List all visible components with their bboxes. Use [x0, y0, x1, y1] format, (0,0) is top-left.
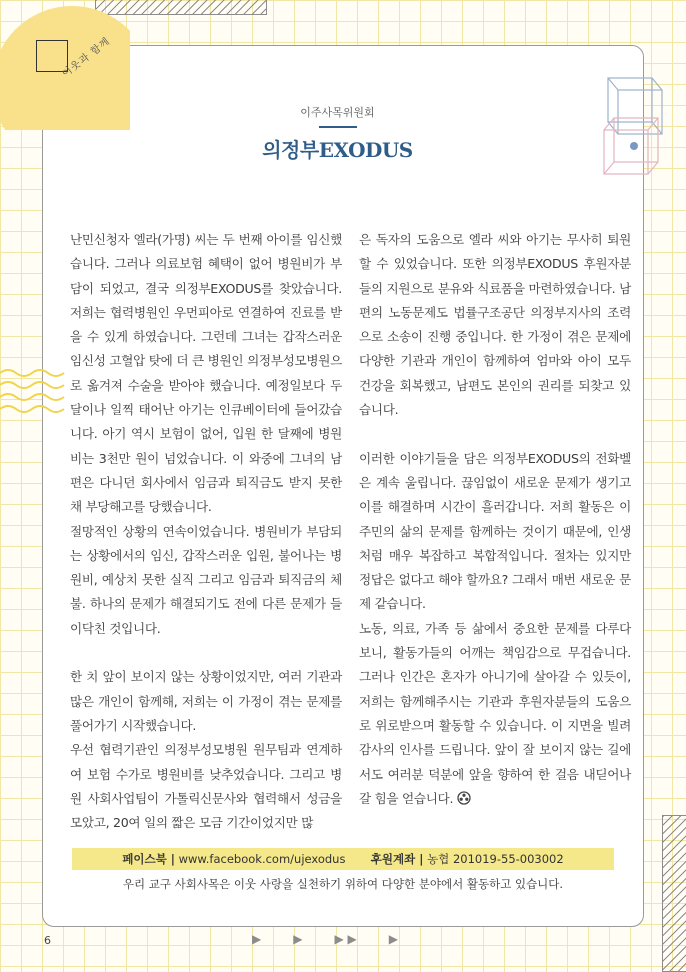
play-arrow-icon: ▶: [388, 932, 398, 946]
play-arrow-icon: ▶ ▶: [334, 932, 357, 946]
facebook-label: 페이스북 |: [122, 852, 175, 866]
page-number: 6: [44, 934, 51, 947]
facebook-link[interactable]: www.facebook.com/ujexodus: [178, 852, 346, 866]
account-label: 후원계좌 |: [370, 852, 424, 866]
page-title: 의정부EXODUS: [262, 137, 413, 162]
right-column: [359, 228, 631, 811]
contact-bar: [72, 848, 614, 870]
body-paragraph: 우선 협력기관인 의정부성모병원 원무팀과 연계하여 보험 수가로 병원비를 낮추었습니다. 그리고 병원 사회사업팀이 가톨릭신문사와 협력해서 성금을 모았고, 20여 일의 짧은 모금 기간이었지만 많: [70, 742, 342, 831]
article-header: [180, 104, 495, 163]
play-arrow-icon: ▶: [252, 932, 262, 946]
footer-note: 우리 교구 사회사목은 이웃 사랑을 실천하기 위하여 다양한 분야에서 활동하고 있습니다.: [122, 877, 564, 891]
play-arrow-icon: ▶: [293, 932, 303, 946]
body-paragraph: 이러한 이야기들을 담은 의정부EXODUS의 전화벨은 계속 울립니다. 끊임없이 새로운 문제가 생기고 이를 해결하며 시간이 흘러갑니다. 저희 활동은 이주민의 삶의 문제를 함께하는 것이기 때문에, 인생처럼 매우 복잡하고 복합적입니다. 절차는 있지만 정답은 없다고 해야 할까요? 그래서 매번 새로운 문제 같습니다.: [359, 450, 631, 612]
cube-decoration-icon: [600, 70, 664, 180]
body-paragraph: 한 치 앞이 보이지 않는 상황이었지만, 여러 기관과 많은 개인이 함께해, 저희는 이 가정이 겪는 문제를 풀어가기 시작했습니다.: [70, 669, 342, 733]
account-value: 농협 201019-55-003002: [427, 852, 564, 866]
arrow-decoration: [252, 932, 430, 946]
org-label: 이주사목위원회: [300, 106, 375, 119]
title-rule: [319, 126, 357, 128]
hatch-decoration-bottom: [662, 815, 686, 972]
body-paragraph: 절망적인 상황의 연속이었습니다. 병원비가 부담되는 상황에서의 임신, 갑작스러운 입원, 불어나는 병원비, 예상치 못한 실직 그리고 임금과 퇴직금의 체불. 하나의 문제가 해결되기도 전에 다른 문제가 들이닥친 것입니다.: [70, 523, 342, 636]
left-column: [70, 228, 342, 835]
section-label: 이웃과 함께: [60, 35, 113, 80]
body-paragraph: 난민신청자 엘라(가명) 씨는 두 번째 아이를 임신했습니다. 그러나 의료보험 혜택이 없어 병원비가 부담이 되었고, 결국 의정부EXODUS를 찾았습니다. 저희는 협력병원인 우먼피아로 연결하여 진료를 받을 수 있게 하였습니다. 그런데 그녀는 갑작스러운 임신성 고혈압 탓에 더 큰 병원인 의정부성모병원으로 옮겨져 수술을 받아야 했습니다. 예정일보다 두 달이나 일찍 태어난 아기는 인큐베이터에 들어갔습니다. 아기 역시 보험이 없어, 입원 한 달째에 병원비는 3천만 원이 넘었습니다. 이 와중에 그녀의 남편은 다니던 회사에서 임금과 퇴직금도 받지 못한 채 부당해고를 당했습니다.: [70, 232, 342, 515]
body-paragraph: 은 독자의 도움으로 엘라 씨와 아기는 무사히 퇴원할 수 있었습니다. 또한 의정부EXODUS 후원자분들의 지원으로 분유와 식료품을 마련하였습니다. 남편의 노동문제도 법률구조공단 의정부지사의 조력으로 소송이 진행 중입니다. 한 가정이 겪은 문제에 다양한 기관과 개인이 함께하여 엄마와 아이 모두 건강을 회복했고, 남편도 본인의 권리를 되찾고 있습니다.: [359, 232, 631, 418]
body-paragraph-last: [359, 617, 631, 811]
body-paragraph-text: 노동, 의료, 가족 등 삶에서 중요한 문제를 다루다 보니, 활동가들의 어깨는 책임감으로 무겁습니다. 그러나 인간은 혼자가 아니기에 살아갈 수 있듯이, 저희는 함께해주시는 기관과 후원자분들의 도움으로 위로받으며 활동할 수 있습니다. 이 지면을 빌려 감사의 인사를 드립니다. 앞이 잘 보이지 않는 길에서도 여러분 덕분에 앞을 향하여 한 걸음 내딛어나갈 힘을 얻습니다.: [359, 620, 631, 806]
wave-decoration-icon: [0, 367, 68, 419]
leaf-end-icon: [457, 791, 471, 805]
